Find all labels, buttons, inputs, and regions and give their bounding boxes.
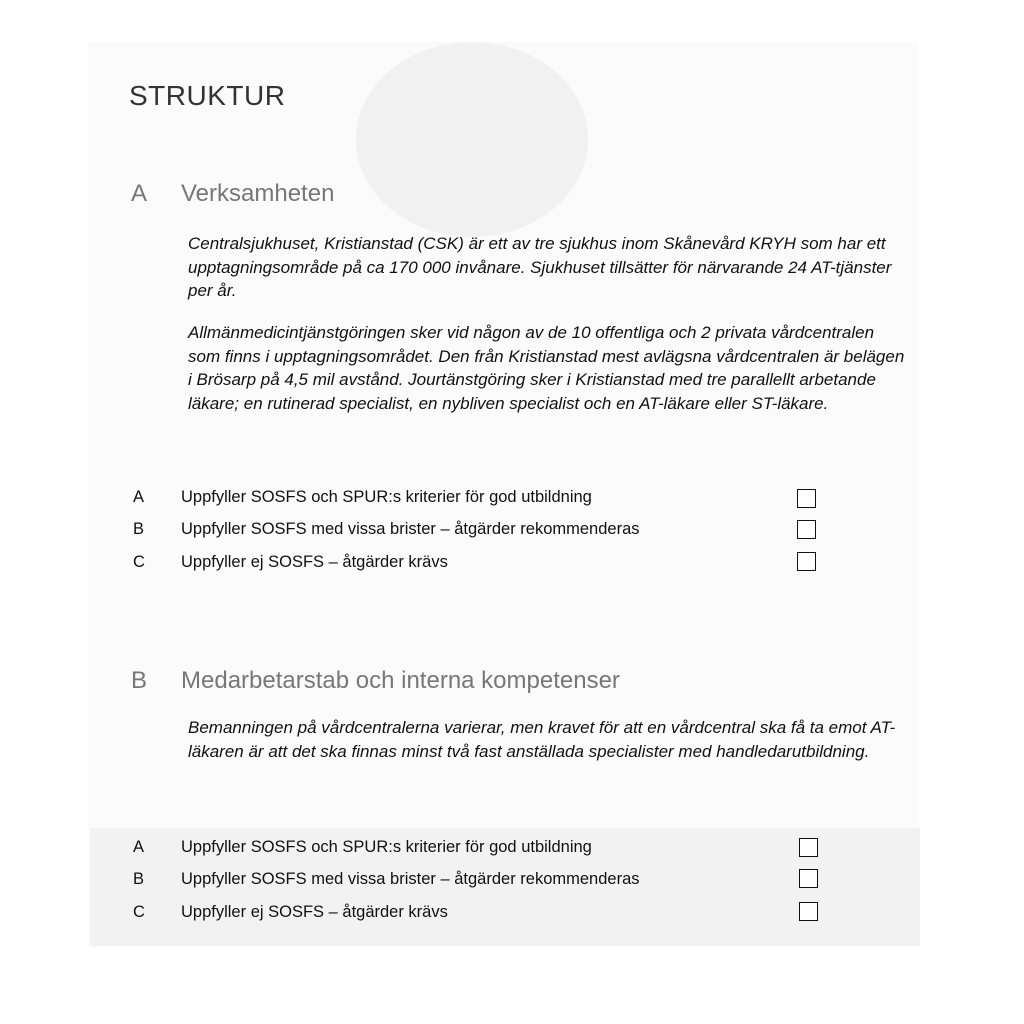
- section-heading-a: [131, 180, 731, 210]
- section-paragraph: Allmänmedicintjänstgöringen sker vid någon av de 10 offentliga och 2 privata vårdcentralen som finns i upptagningsområdet. Den från Kristianstad mest avlägsna vårdcentralen är belägen i Brösarp på 4,5 mil avstånd. Jourtänstgöring sker i Kristianstad med tre parallellt arbetande läkare; en rutinerad specialist, en nybliven specialist och en AT-läkare eller ST-läkare.: [188, 323, 905, 413]
- criterion-text: Uppfyller ej SOSFS – åtgärder krävs: [181, 903, 448, 921]
- criterion-text: Uppfyller SOSFS med vissa brister – åtgärder rekommenderas: [181, 520, 640, 538]
- page-title: STRUKTUR: [129, 80, 286, 111]
- criterion-row: [133, 488, 833, 512]
- criterion-checkbox[interactable]: [799, 869, 818, 888]
- criterion-text: Uppfyller SOSFS och SPUR:s kriterier för god utbildning: [181, 488, 592, 506]
- criterion-checkbox[interactable]: [797, 489, 816, 508]
- criterion-letter: B: [133, 520, 145, 538]
- section-title: Verksamheten: [181, 180, 335, 207]
- criterion-letter: B: [133, 870, 145, 888]
- section-paragraph: Centralsjukhuset, Kristianstad (CSK) är ett av tre sjukhus inom Skånevård KRYH som har ett upptagningsområde på ca 170 000 invånare. Sjukhuset tillsätter för närvarande 24 AT-tjänster per år.: [188, 234, 892, 300]
- section-letter: B: [131, 667, 148, 694]
- criterion-text: Uppfyller ej SOSFS – åtgärder krävs: [181, 553, 448, 571]
- criterion-letter: A: [133, 488, 145, 506]
- criterion-text: Uppfyller SOSFS med vissa brister – åtgärder rekommenderas: [181, 870, 640, 888]
- criterion-letter: A: [133, 838, 145, 856]
- section-heading-b: [131, 667, 831, 697]
- criterion-row: [133, 553, 833, 577]
- section-title: Medarbetarstab och interna kompetenser: [181, 667, 620, 694]
- criterion-letter: C: [133, 903, 145, 921]
- criterion-row: [133, 870, 833, 894]
- criterion-checkbox[interactable]: [797, 520, 816, 539]
- criterion-row: [133, 903, 833, 927]
- criterion-text: Uppfyller SOSFS och SPUR:s kriterier för god utbildning: [181, 838, 592, 856]
- criterion-row: [133, 838, 833, 862]
- criterion-checkbox[interactable]: [797, 552, 816, 571]
- criterion-checkbox[interactable]: [799, 902, 818, 921]
- section-paragraph: Bemanningen på vårdcentralerna varierar, men kravet för att en vårdcentral ska få ta emot AT-läkaren är att det ska finnas minst två fast anställada specialister med handledarutbildning.: [188, 718, 896, 761]
- criterion-checkbox[interactable]: [799, 838, 818, 857]
- criterion-letter: C: [133, 553, 145, 571]
- section-letter: A: [131, 180, 148, 207]
- criterion-row: [133, 520, 833, 544]
